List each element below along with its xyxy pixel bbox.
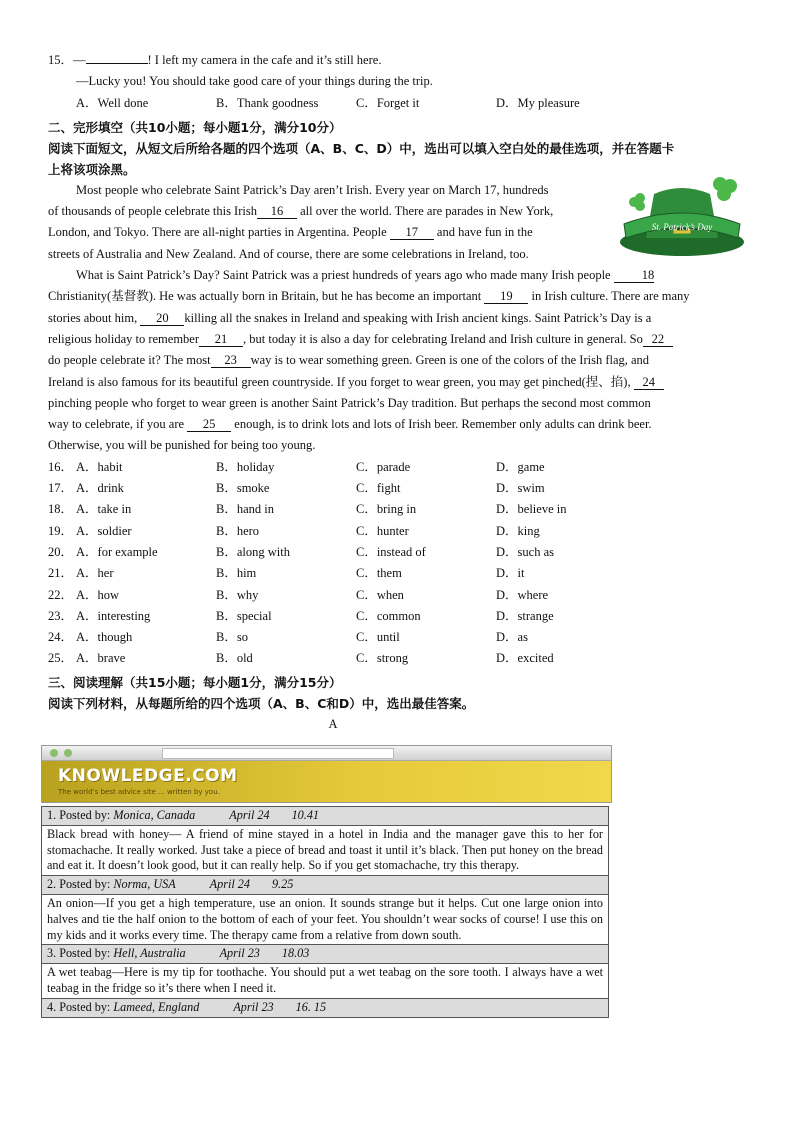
question-row bbox=[48, 457, 748, 478]
question-option: C．until bbox=[356, 630, 400, 645]
post-date: April 23 bbox=[219, 946, 260, 961]
question-row bbox=[48, 542, 748, 563]
question-option: D．swim bbox=[496, 481, 545, 496]
blank-22: 22 bbox=[643, 332, 673, 347]
blank-25: 25 bbox=[187, 417, 231, 432]
cloze-passage: St. Patrick’s Day Most people who celebrate Saint Patrick’s Day aren’t Irish. Every year on March 17, hundreds of thousands of people celebrate this Irish 16 all over the world. There are parades in New York, London, and Tokyo. There are all-night parties in Argentina. People 17 and have fun in the streets of Australia and New Zealand. And of course, there are some celebrations in Ireland, too. What is Saint Patrick’s Day? Saint Patrick was a priest hundreds of years ago who made many Irish people 18 Christianity(基督教). He was actually born in Britain, but he has become an important 19 in Irish culture. There are many stories about him, 20 killing all the snakes in Ireland and speaking with Irish ancient kings. Saint Patrick’s Day is a religious holiday to remember 21 , but today it is also a day for celebrating Ireland and Irish culture in general. So 22 do people celebrate it? The most 23 way is to wear something green. Green is one of the colors of the Irish flag, and Ireland is also famous for its beautiful green countryside. If you forget to wear green, you may get pinched(捏、掐), 24 pinching people who forget to wear green is another Saint Patrick’s Day tradition. But perhaps the second most common way to celebrate, if you are 25 enough, is to drink lots and lots of Irish beer. Remember only adults can drink beer. Otherwise, you will be punished for being too young. bbox=[48, 180, 748, 457]
question-option: D．such as bbox=[496, 544, 554, 559]
post-time: 18.03 bbox=[281, 946, 310, 961]
question-option: D．game bbox=[496, 459, 545, 474]
back-icon bbox=[50, 749, 58, 757]
post-author: Monica, Canada bbox=[113, 808, 196, 822]
post-time: 10.41 bbox=[291, 808, 319, 822]
question-option: D．it bbox=[496, 566, 525, 581]
question-option: C．common bbox=[356, 608, 421, 623]
post-author: Norma, USA bbox=[113, 877, 176, 892]
blank-24: 24 bbox=[634, 375, 664, 390]
site-logo: KNOWLEDGE.COM bbox=[58, 766, 238, 786]
site-tagline: The world’s best advice site ... written by you. bbox=[58, 788, 220, 796]
question-option: B．why bbox=[216, 587, 259, 602]
question-number: 20． bbox=[48, 544, 74, 559]
q15-line1: 15．— ! I left my camera in the cafe and it’s still here. bbox=[48, 53, 382, 67]
question-option: C．parade bbox=[356, 459, 411, 474]
posts-table bbox=[41, 806, 609, 1018]
question-option: A．though bbox=[76, 630, 133, 645]
section2-instruction-2: 上将该项涂黑。 bbox=[48, 161, 136, 177]
post-body: Black bread with honey— A friend of mine stayed in a hotel in India and the manager gave this to her for stomachache. It really worked. Just take a piece of bread and toast it until it’s black. Then put honey on the bread and eat it. It doesn’t look good, but it can really help. So if you get stomachache, try this therapy. bbox=[42, 825, 609, 875]
question-option: B．special bbox=[216, 608, 272, 623]
blank-18: 18 bbox=[614, 268, 654, 283]
question-row bbox=[48, 521, 748, 542]
section2-heading: 二、完形填空（共10小题；每小题1分，满分10分） bbox=[48, 119, 342, 135]
address-bar bbox=[162, 748, 394, 759]
post-header bbox=[42, 876, 609, 895]
blank-16: 16 bbox=[257, 204, 297, 219]
passage-label: A bbox=[328, 716, 338, 731]
question-option: C．when bbox=[356, 587, 404, 602]
post-prefix: 1. Posted by: bbox=[47, 808, 114, 822]
question-option: A．soldier bbox=[76, 523, 132, 538]
blank-17: 17 bbox=[390, 225, 434, 240]
cloze-options-list bbox=[48, 457, 748, 670]
question-number: 16． bbox=[48, 459, 74, 474]
section3-heading: 三、阅读理解（共15小题；每小题1分，满分15分） bbox=[48, 674, 342, 690]
post-header bbox=[42, 807, 609, 826]
section3-instruction: 阅读下列材料，从每题所给的四个选项（A、B、C和D）中，选出最佳答案。 bbox=[48, 695, 475, 711]
post-author: Hell, Australia bbox=[113, 946, 186, 961]
blank-19: 19 bbox=[484, 289, 528, 304]
post-date: April 24 bbox=[229, 808, 270, 822]
question-option: B．along with bbox=[216, 544, 290, 559]
q15-line2: —Lucky you! You should take good care of your things during the trip. bbox=[76, 74, 433, 89]
question-option: A．how bbox=[76, 587, 120, 602]
question-option: B．him bbox=[216, 566, 257, 581]
question-option: A．take in bbox=[76, 502, 132, 517]
question-option: C．strong bbox=[356, 651, 409, 666]
post-date: April 24 bbox=[209, 877, 250, 892]
question-option: A．brave bbox=[76, 651, 126, 666]
question-option: D．strange bbox=[496, 608, 554, 623]
q15-option-c: C．Forget it bbox=[356, 95, 420, 110]
question-number: 17． bbox=[48, 481, 74, 496]
post-prefix: 4. Posted by: bbox=[47, 999, 114, 1014]
section2-instruction-1: 阅读下面短文，从短文后所给各题的四个选项（A、B、C、D）中，选出可以填入空白处的最佳选项，并在答题卡 bbox=[48, 140, 675, 156]
question-option: B．hero bbox=[216, 523, 260, 538]
st-patricks-hat-image bbox=[616, 172, 748, 262]
q15-option-b: B．Thank goodness bbox=[216, 95, 319, 110]
question-number: 19． bbox=[48, 523, 74, 538]
forward-icon bbox=[64, 749, 72, 757]
question-option: D．as bbox=[496, 630, 528, 645]
image-banner-text: St. Patrick’s Day bbox=[651, 221, 713, 232]
post-time: 9.25 bbox=[271, 877, 294, 892]
question-option: B．so bbox=[216, 630, 248, 645]
question-number: 21． bbox=[48, 566, 74, 581]
question-number: 18． bbox=[48, 502, 74, 517]
question-row bbox=[48, 478, 748, 499]
post-header bbox=[42, 998, 609, 1017]
question-option: C．bring in bbox=[356, 502, 417, 517]
question-option: D．excited bbox=[496, 651, 554, 666]
question-row bbox=[48, 648, 748, 669]
post-body: A wet teabag—Here is my tip for toothache. You should put a wet teabag on the sore tooth. I always have a wet teabag in the fridge so it’s there when I need it. bbox=[42, 964, 609, 999]
question-option: A．drink bbox=[76, 481, 124, 496]
q15-option-a: A．Well done bbox=[76, 95, 149, 110]
question-row bbox=[48, 627, 748, 648]
question-option: B．smoke bbox=[216, 481, 270, 496]
post-time: 16. 15 bbox=[295, 999, 327, 1014]
post-author: Lameed, England bbox=[113, 999, 200, 1014]
question-option: D．believe in bbox=[496, 502, 567, 517]
post-prefix: 3. Posted by: bbox=[47, 946, 114, 961]
question-option: D．where bbox=[496, 587, 549, 602]
question-option: A．habit bbox=[76, 459, 123, 474]
question-row bbox=[48, 606, 748, 627]
question-number: 23． bbox=[48, 608, 74, 623]
question-option: C．fight bbox=[356, 481, 401, 496]
question-number: 24． bbox=[48, 630, 74, 645]
browser-toolbar bbox=[42, 746, 611, 761]
q15-options bbox=[48, 93, 748, 114]
question-row bbox=[48, 585, 748, 606]
q15-blank bbox=[86, 63, 148, 64]
question-option: A．for example bbox=[76, 544, 158, 559]
question-option: B．hand in bbox=[216, 502, 274, 517]
blank-23: 23 bbox=[211, 353, 251, 368]
website-screenshot bbox=[41, 745, 612, 803]
post-date: April 23 bbox=[233, 999, 274, 1014]
question-option: A．her bbox=[76, 566, 114, 581]
question-number: 22． bbox=[48, 587, 74, 602]
question-option: C．them bbox=[356, 566, 402, 581]
post-prefix: 2. Posted by: bbox=[47, 877, 114, 892]
exam-page bbox=[48, 50, 748, 734]
question-row bbox=[48, 499, 748, 520]
post-body: An onion—If you get a high temperature, use an onion. It sounds strange but it helps. Cut one large onion into halves and tie the half onion to the bottom of each of your feet. You shouldn’t wear socks of course! I use this on my kids and it works every time. The therapy came from a relative from down south. bbox=[42, 894, 609, 944]
question-option: B．old bbox=[216, 651, 253, 666]
question-option: C．hunter bbox=[356, 523, 409, 538]
blank-21: 21 bbox=[199, 332, 243, 347]
question-option: B．holiday bbox=[216, 459, 275, 474]
q15-option-d: D．My pleasure bbox=[496, 95, 580, 110]
question-option: D．king bbox=[496, 523, 540, 538]
question-number: 25． bbox=[48, 651, 74, 666]
question-option: A．interesting bbox=[76, 608, 151, 623]
post-header bbox=[42, 945, 609, 964]
question-option: C．instead of bbox=[356, 544, 426, 559]
question-row bbox=[48, 563, 748, 584]
blank-20: 20 bbox=[140, 311, 184, 326]
